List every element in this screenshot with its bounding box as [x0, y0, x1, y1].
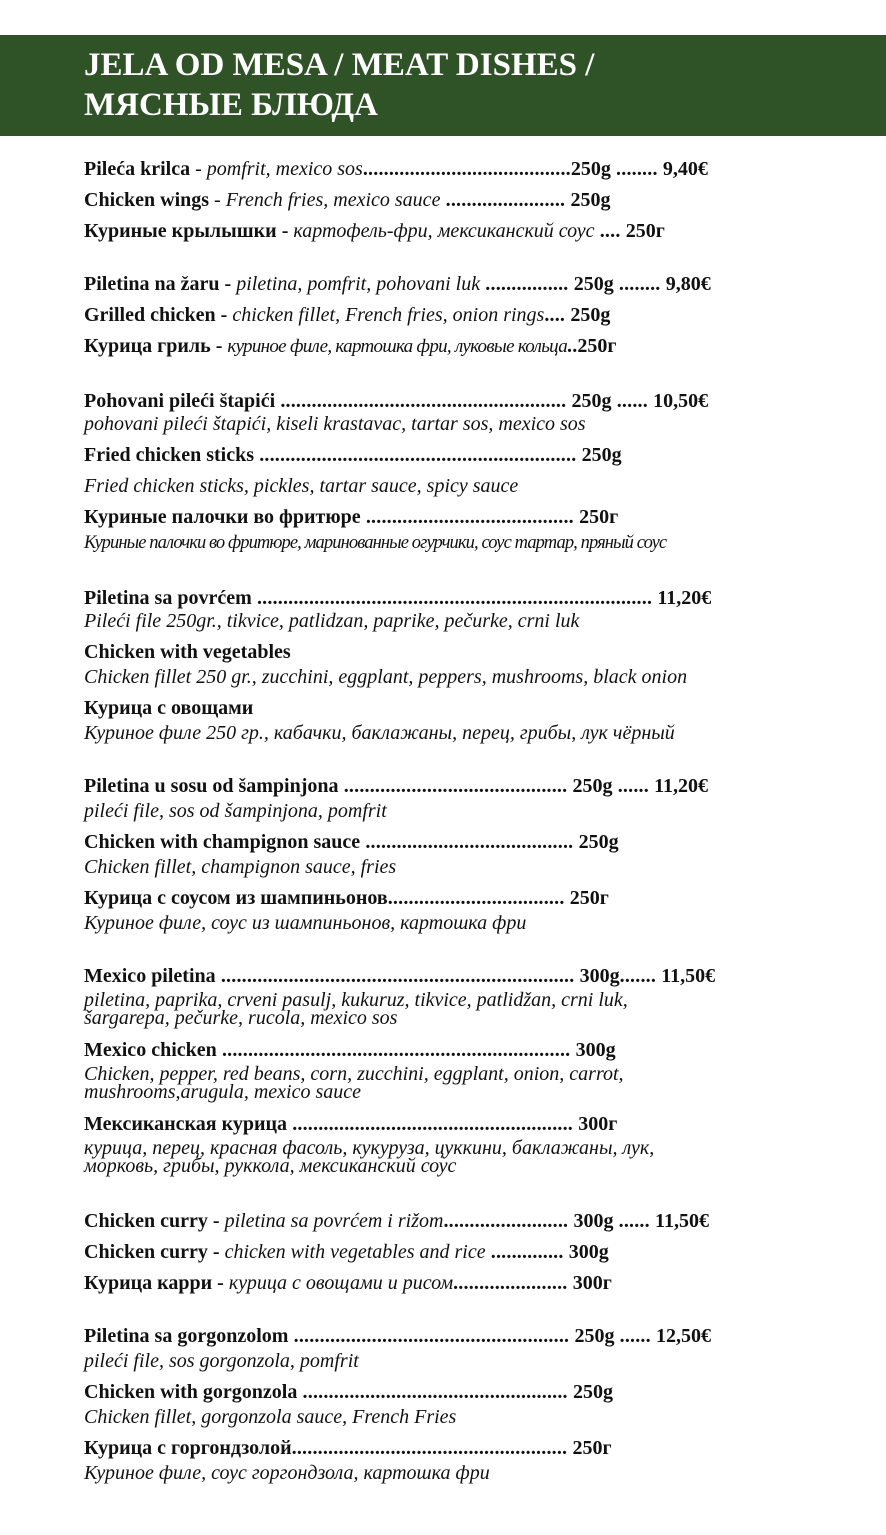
- item-ingredients: piletina, paprika, crveni pasulj, kukuruz, tikvice, patlidžan, crni luk, šargarepa, pečurke, rucola, mexico sos: [84, 989, 628, 1029]
- item-weight: 250g: [572, 775, 613, 797]
- item-ingredients: Куриные палочки во фритюре, маринованные огурчики, соус тартар, пряный соус: [84, 533, 667, 553]
- item-name: Chicken with champignon sauce: [84, 831, 361, 853]
- item-weight: 250g: [570, 189, 611, 211]
- section-title: [84, 45, 594, 125]
- menu-item-sr: Pohovani pileći štapići ....................................................... 250g ...... 10,50€: [84, 390, 709, 412]
- item-name: Chicken wings: [84, 189, 210, 211]
- item-desc: картофель-фри, мексиканский соус: [293, 220, 595, 242]
- item-name: Мексиканская курица: [84, 1113, 287, 1135]
- item-desc: piletina sa povrćem i rižom: [224, 1210, 444, 1232]
- menu-item-en: Mexico chicken ................................................................... 300g: [84, 1039, 616, 1061]
- menu-item-en: [84, 640, 291, 664]
- item-ingredients: Куриное филе, соус горгондзола, картошка фри: [84, 1462, 490, 1484]
- item-desc: piletina, pomfrit, pohovani luk: [236, 273, 481, 295]
- item-weight: 250г: [579, 506, 619, 528]
- item-weight: 250g: [574, 1325, 615, 1347]
- menu-item-sr: Chicken curry - piletina sa povrćem i rižom........................ 300g ...... 11,50€: [84, 1210, 709, 1232]
- item-desc: chicken with vegetables and rice: [224, 1241, 486, 1263]
- menu-item-sr: Piletina na žaru - piletina, pomfrit, pohovani luk ................ 250g ........ 9,80€: [84, 273, 711, 295]
- item-weight: 250g: [581, 444, 622, 466]
- item-weight: 300g: [575, 1039, 616, 1061]
- menu-item-ru: Мексиканская курица ...................................................... 300г: [84, 1113, 618, 1135]
- item-name: Курица карри: [84, 1272, 213, 1294]
- item-price: 12,50€: [656, 1325, 712, 1347]
- item-price: 9,40€: [662, 158, 708, 180]
- item-name: Куриные крылышки: [84, 220, 277, 242]
- item-name: Chicken curry: [84, 1210, 208, 1232]
- item-name: Chicken with gorgonzola: [84, 1381, 298, 1403]
- item-ingredients: pohovani pileći štapići, kiseli krastavac, tartar sos, mexico sos: [84, 413, 586, 435]
- item-price: 9,80€: [665, 273, 711, 295]
- item-name: Piletina sa gorgonzolom: [84, 1325, 289, 1347]
- item-ingredients: Chicken fillet, champignon sauce, fries: [84, 856, 397, 878]
- item-name: Piletina na žaru: [84, 273, 220, 295]
- item-weight: 300г: [572, 1272, 612, 1294]
- item-name: Курица с соусом из шампиньонов: [84, 887, 388, 909]
- section-title-line-1: JELA OD MESA / MEAT DISHES /: [84, 47, 595, 83]
- item-name: Курица с овощами: [84, 697, 254, 719]
- item-ingredients: Chicken, pepper, red beans, corn, zucchini, eggplant, onion, carrot, mushrooms,arugula, mexico sauce: [84, 1063, 624, 1103]
- item-name: Pileća krilca: [84, 158, 191, 180]
- item-desc: курица с овощами и рисом: [228, 1272, 454, 1294]
- item-weight: 300g: [579, 965, 620, 987]
- item-price: 11,50€: [661, 965, 716, 987]
- section-title-line-2: МЯСНЫЕ БЛЮДА: [84, 87, 378, 123]
- item-name: Mexico piletina: [84, 965, 216, 987]
- menu-item-ru: Курица с соусом из шампиньонов.................................. 250г: [84, 887, 609, 909]
- item-price: 11,20€: [657, 587, 712, 609]
- item-price: 11,50€: [655, 1210, 709, 1232]
- menu-item-ru: [84, 696, 253, 720]
- item-desc: куриное филе, картошка фри, луковые кольца: [227, 336, 568, 357]
- menu-item-en: Chicken wings - French fries, mexico sauce ....................... 250g: [84, 189, 611, 211]
- item-name: Chicken curry: [84, 1241, 208, 1263]
- item-weight: 300g: [573, 1210, 614, 1232]
- item-ingredients: Chicken fillet, gorgonzola sauce, French Fries: [84, 1406, 457, 1428]
- item-price: 10,50€: [653, 390, 709, 412]
- item-name: Grilled chicken: [84, 304, 216, 326]
- menu-item-en: Chicken with champignon sauce ........................................ 250g: [84, 831, 619, 853]
- item-weight: 250г: [572, 1437, 612, 1459]
- item-name: Mexico chicken: [84, 1039, 217, 1061]
- item-weight: 250г: [577, 335, 617, 357]
- item-ingredients: Куриное филе 250 гр., кабачки, баклажаны, перец, грибы, лук чёрный: [84, 722, 675, 744]
- item-ingredients: курица, перец, красная фасоль, кукуруза, цуккини, баклажаны, лук, морковь, грибы, руккола, мексиканский соус: [84, 1137, 655, 1177]
- section-header: [0, 35, 886, 136]
- item-ingredients: Chicken fillet 250 gr., zucchini, eggplant, peppers, mushrooms, black onion: [84, 666, 688, 688]
- item-price: 11,20€: [654, 775, 709, 797]
- menu-item-sr: Piletina sa gorgonzolom ..................................................... 250g ...... 12,50€: [84, 1325, 712, 1347]
- item-desc: pomfrit, mexico sos: [206, 158, 363, 180]
- menu-item-en: Chicken curry - chicken with vegetables and rice .............. 300g: [84, 1241, 609, 1263]
- item-weight: 300g: [568, 1241, 609, 1263]
- item-name: Курица гриль: [84, 335, 211, 357]
- item-weight: 250g: [573, 273, 614, 295]
- menu-item-sr: Mexico piletina .................................................................... 300g....... 11,50€: [84, 965, 716, 987]
- item-desc: chicken fillet, French fries, onion rings: [232, 304, 545, 326]
- menu-item-ru: Курица гриль - куриное филе, картошка фри, луковые кольца..250г: [84, 335, 617, 357]
- menu-item-sr: Piletina sa povrćem ............................................................................ 11,20€: [84, 587, 712, 609]
- item-ingredients: Pileći file 250gr., tikvice, patlidzan, paprike, pečurke, crni luk: [84, 610, 580, 632]
- item-weight: 250g: [571, 390, 612, 412]
- item-name: Куриные палочки во фритюре: [84, 506, 361, 528]
- item-ingredients: Fried chicken sticks, pickles, tartar sauce, spicy sauce: [84, 475, 519, 497]
- item-weight: 250g: [570, 158, 611, 180]
- item-name: Курица с горгондзолой: [84, 1437, 292, 1459]
- item-name: Pohovani pileći štapići: [84, 390, 276, 412]
- item-ingredients: Куриное филе, соус из шампиньонов, картошка фри: [84, 912, 527, 934]
- menu-item-sr: Pileća krilca - pomfrit, mexico sos........................................250g ........ 9,40€: [84, 158, 708, 180]
- menu-item-ru: Курица карри - курица с овощами и рисом...................... 300г: [84, 1272, 612, 1294]
- menu-item-ru: Курица с горгондзолой..................................................... 250г: [84, 1437, 612, 1459]
- item-weight: 300г: [578, 1113, 618, 1135]
- item-weight: 250g: [570, 304, 611, 326]
- menu-item-en: Grilled chicken - chicken fillet, French fries, onion rings.... 250g: [84, 304, 611, 326]
- item-ingredients: pileći file, sos gorgonzola, pomfrit: [84, 1350, 359, 1372]
- menu-item-en: Chicken with gorgonzola ................................................... 250g: [84, 1381, 613, 1403]
- menu-item-ru: Куриные палочки во фритюре ........................................ 250г: [84, 506, 619, 528]
- item-name: Piletina u sosu od šampinjona: [84, 775, 339, 797]
- menu-item-ru: Куриные крылышки - картофель-фри, мексиканский соус .... 250г: [84, 220, 665, 242]
- item-ingredients: pileći file, sos od šampinjona, pomfrit: [84, 800, 387, 822]
- item-name: Chicken with vegetables: [84, 641, 291, 663]
- item-weight: 250г: [625, 220, 665, 242]
- item-name: Piletina sa povrćem: [84, 587, 252, 609]
- menu-item-en: Fried chicken sticks ............................................................. 250g: [84, 444, 622, 466]
- menu-item-sr: Piletina u sosu od šampinjona ........................................... 250g ...... 11,20€: [84, 775, 709, 797]
- item-weight: 250g: [578, 831, 619, 853]
- item-weight: 250г: [569, 887, 609, 909]
- item-name: Fried chicken sticks: [84, 444, 254, 466]
- item-desc: French fries, mexico sauce: [225, 189, 441, 211]
- item-weight: 250g: [572, 1381, 613, 1403]
